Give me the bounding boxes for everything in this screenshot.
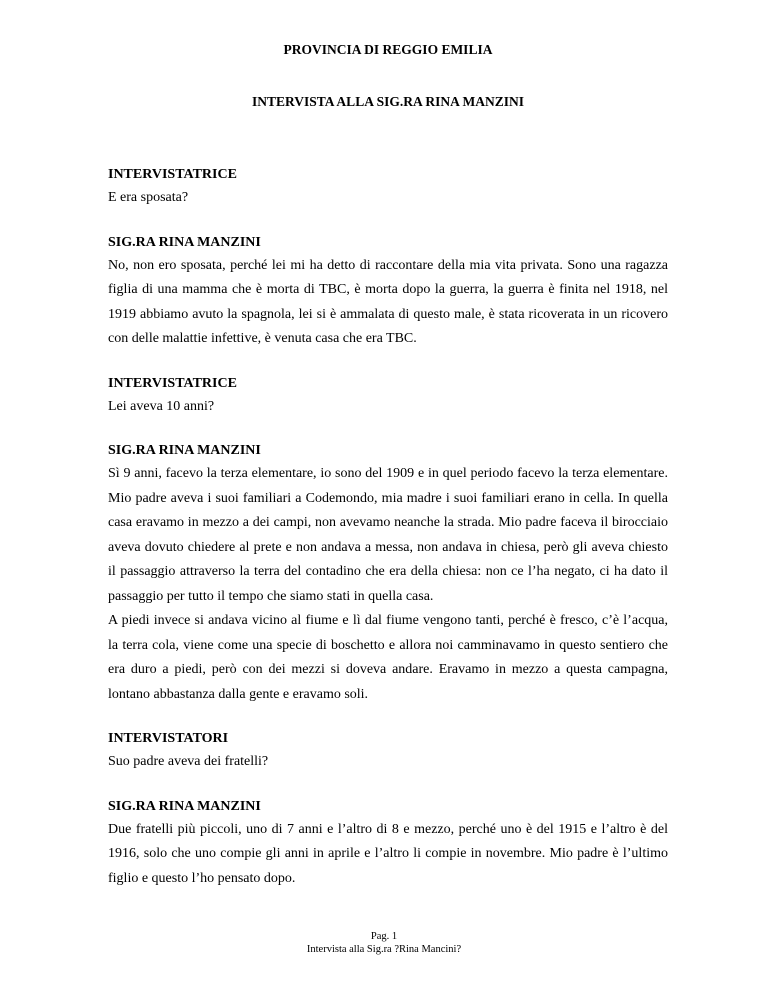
footer-caption: Intervista alla Sig.ra ?Rina Mancini?	[306, 944, 462, 955]
speech-paragraph: Lei aveva 10 anni?	[108, 398, 215, 414]
speech-text	[108, 750, 668, 775]
speaker-label: INTERVISTATRICE	[108, 167, 237, 182]
dialogue-block	[108, 796, 668, 892]
document-subtitle: INTERVISTA ALLA SIG.RA RINA MANZINI	[252, 94, 524, 109]
speaker-label: INTERVISTATORI	[108, 731, 229, 746]
dialogue-block	[108, 728, 668, 775]
page-footer	[0, 930, 768, 956]
speech-paragraph: Sì 9 anni, facevo la terza elementare, io sono del 1909 e in quel periodo facevo la terza elementare. Mio padre aveva i suoi familiari a Codemondo, mia madre i suoi familiari erano in cella. In quella casa eravamo in mezzo a dei campi, non avevamo neanche la strada. Mio padre faceva il birocciaio aveva dovuto chiedere al prete e non andava a messa, non andava in chiesa, però gli aveva chiesto il passaggio attraverso la terra del contadino che era della chiesa: non ce l’ha negato, ci ha dato il passaggio per tutto il tempo che siamo stati in quella casa.	[108, 466, 668, 604]
speech-text	[108, 186, 668, 211]
speaker-label: SIG.RA RINA MANZINI	[108, 234, 261, 250]
speech-text	[108, 818, 668, 892]
speech-paragraph: A piedi invece si andava vicino al fiume e lì dal fiume vengono tanti, perché è fresco, c’è l’acqua, la terra cola, viene come una specie di boschetto e allora noi camminavamo in questo sentiero che era duro a piedi, però con dei mezzi si doveva andare. Eravamo in mezzo a questa campagna, lontano abbastanza dalla gente e eravamo soli.	[108, 613, 668, 702]
dialogue-block	[108, 164, 668, 211]
speech-paragraph: Suo padre aveva dei fratelli?	[108, 754, 269, 769]
dialogue-block	[108, 232, 668, 352]
document-page	[108, 40, 668, 891]
speech-text	[108, 395, 668, 420]
speech-paragraph: Due fratelli più piccoli, uno di 7 anni e l’altro di 8 e mezzo, perché uno è del 1915 e l’altro è del 1916, solo che uno compie gli anni in aprile e l’altro li compie in novembre. Mio padre è l’ultimo figlio e questo l’ho pensato dopo.	[108, 821, 668, 886]
dialogue-block	[108, 373, 668, 420]
speaker-label: INTERVISTATRICE	[108, 375, 237, 391]
speech-text	[108, 462, 668, 707]
speech-text	[108, 254, 668, 352]
speech-paragraph: E era sposata?	[108, 190, 189, 205]
speech-paragraph: No, non ero sposata, perché lei mi ha detto di raccontare della mia vita privata. Sono una ragazza figlia di una mamma che è morta di TBC, è morta dopo la guerra, la guerra è finita nel 1918, nel 1919 abbiamo avuto la spagnola, lei si è ammalata di questo male, è stata ricoverata in un ricovero con delle malattie infettive, è venuta casa che era TBC.	[108, 257, 668, 346]
page-number: Pag. 1	[370, 931, 398, 942]
speaker-label: SIG.RA RINA MANZINI	[108, 798, 261, 814]
document-title: PROVINCIA DI REGGIO EMILIA	[283, 42, 493, 57]
dialogue-block	[108, 440, 668, 707]
speaker-label: SIG.RA RINA MANZINI	[108, 443, 261, 458]
